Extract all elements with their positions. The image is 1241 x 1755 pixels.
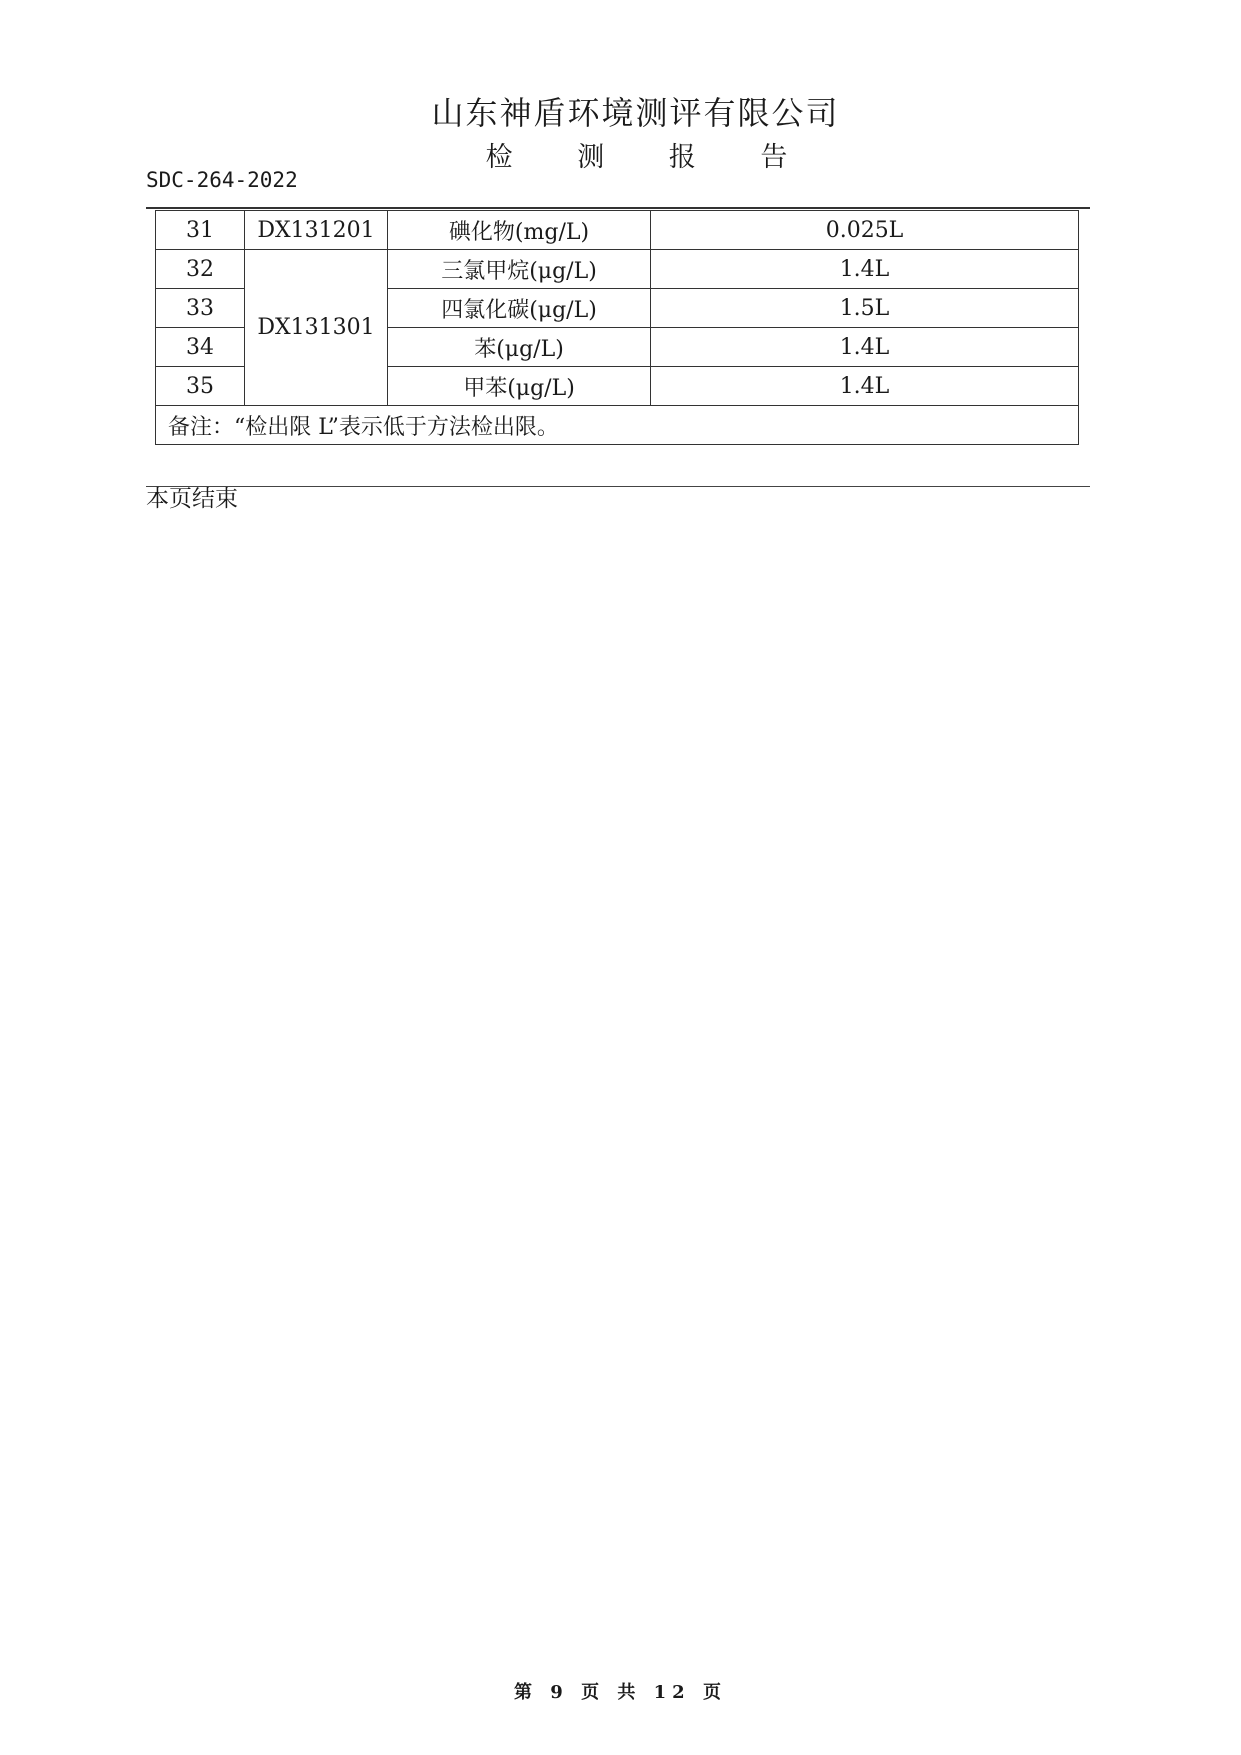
note-row: [156, 406, 1079, 445]
report-title: 检 测 报 告: [485, 142, 816, 173]
test-result: 0.025L: [651, 211, 1079, 250]
test-result: 1.4L: [651, 250, 1079, 289]
current-page-number: 9: [550, 1682, 569, 1703]
total-page-number: 12: [653, 1682, 691, 1703]
test-item: 碘化物(mg/L): [388, 211, 651, 250]
document-number: SDC-264-2022: [146, 168, 298, 192]
test-result: 1.4L: [651, 328, 1079, 367]
test-item: 三氯甲烷(μg/L): [388, 250, 651, 289]
row-number: 31: [156, 211, 245, 250]
row-number: 35: [156, 367, 245, 406]
footer-prefix: 第: [514, 1682, 538, 1703]
top-divider: [146, 207, 1090, 209]
footer-middle: 页 共: [581, 1682, 642, 1703]
test-item: 甲苯(μg/L): [388, 367, 651, 406]
bottom-divider: [146, 486, 1090, 487]
test-item: 苯(μg/L): [388, 328, 651, 367]
row-number: 33: [156, 289, 245, 328]
footer-suffix: 页: [703, 1682, 727, 1703]
table-row: [156, 250, 1079, 289]
test-result: 1.5L: [651, 289, 1079, 328]
page-footer: [0, 1678, 1241, 1704]
table-note: 备注：“检出限 L”表示低于方法检出限。: [156, 406, 1079, 445]
sample-id: DX131301: [245, 250, 388, 406]
company-name: 山东神盾环境测评有限公司: [431, 94, 840, 132]
page-end-text: 本页结束: [146, 486, 238, 512]
table-row: [156, 211, 1079, 250]
row-number: 34: [156, 328, 245, 367]
row-number: 32: [156, 250, 245, 289]
test-item: 四氯化碳(μg/L): [388, 289, 651, 328]
results-table: [155, 210, 1079, 445]
sample-id: DX131201: [245, 211, 388, 250]
test-result: 1.4L: [651, 367, 1079, 406]
